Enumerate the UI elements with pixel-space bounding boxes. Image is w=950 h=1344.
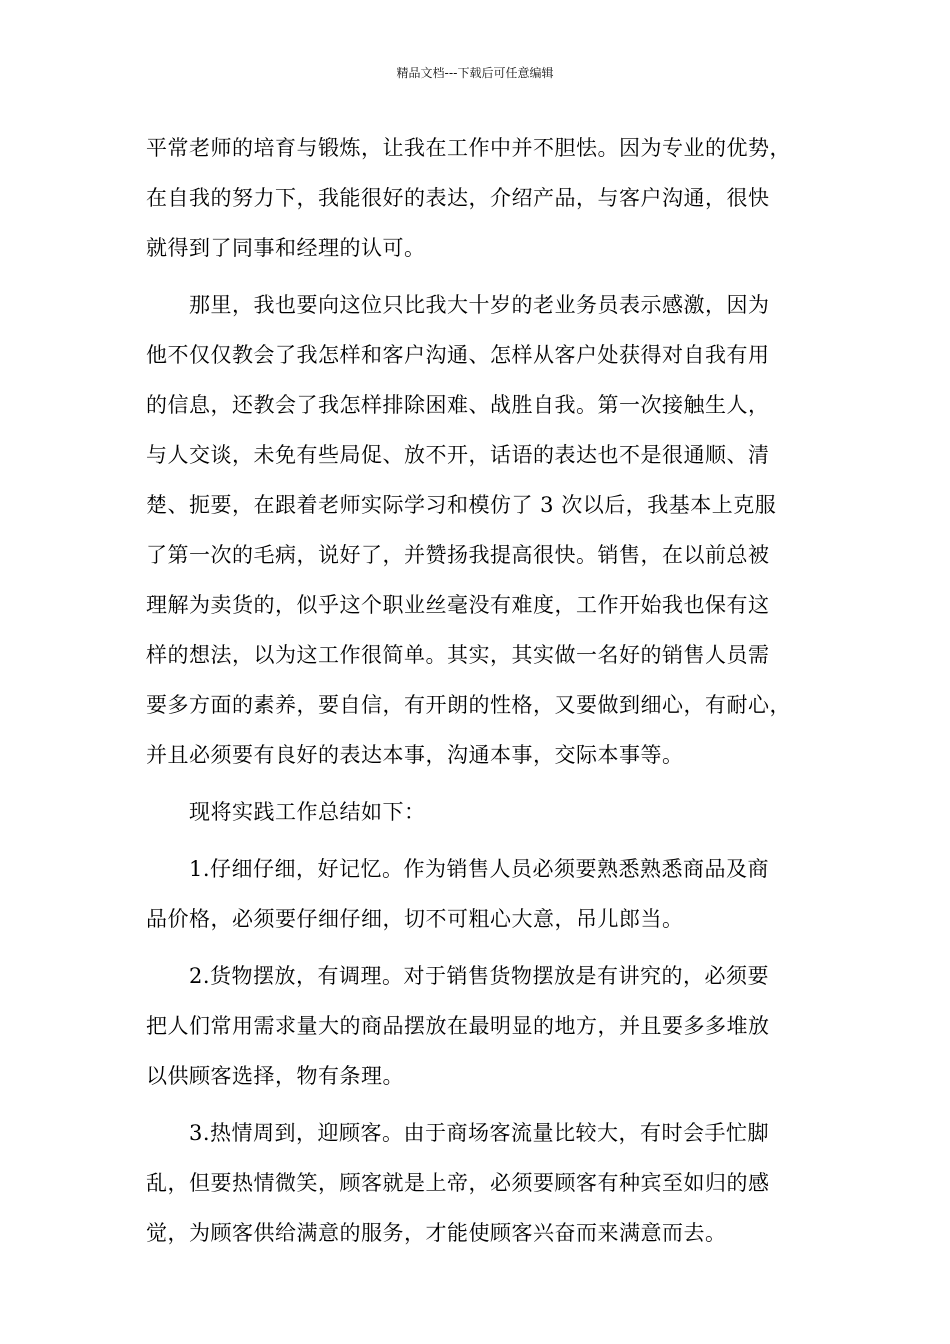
text-line: 样的想法，以为这工作很简单。其实，其实做一名好的销售人员需	[146, 643, 770, 667]
paragraph	[146, 844, 836, 944]
text-line: 以供顾客选择，物有条理。	[146, 1064, 404, 1088]
text-line: 理解为卖货的，似乎这个职业丝毫没有难度，工作开始我也保有这	[146, 593, 770, 617]
text-line: 2.货物摆放，有调理。对于销售货物摆放是有讲究的，必须要	[189, 964, 770, 988]
paragraph	[146, 951, 836, 1101]
text-line: 现将实践工作总结如下：	[189, 800, 426, 824]
text-line: 3.热情周到，迎顾客。由于商场客流量比较大，有时会手忙脚	[189, 1121, 770, 1145]
text-line: 了第一次的毛病，说好了，并赞扬我提高很快。销售，在以前总被	[146, 543, 770, 567]
document-body	[146, 123, 836, 1258]
text-line: 那里，我也要向这位只比我大十岁的老业务员表示感激，因为	[189, 293, 770, 317]
text-line: 就得到了同事和经理的认可。	[146, 236, 426, 260]
text-line: 平常老师的培育与锻炼，让我在工作中并不胆怯。因为专业的优势，	[146, 136, 791, 160]
text-line: 觉，为顾客供给满意的服务，才能使顾客兴奋而来满意而去。	[146, 1221, 727, 1245]
page-header: 精品文档---下载后可任意编辑	[396, 66, 554, 80]
paragraph	[146, 787, 836, 837]
text-line: 品价格，必须要仔细仔细，切不可粗心大意，吊儿郎当。	[146, 907, 684, 931]
text-line: 乱，但要热情微笑，顾客就是上帝，必须要顾客有种宾至如归的感	[146, 1171, 770, 1195]
paragraph	[146, 1108, 836, 1258]
paragraph	[146, 123, 836, 273]
text-line: 的信息，还教会了我怎样排除困难、战胜自我。第一次接触生人，	[146, 393, 770, 417]
text-line: 并且必须要有良好的表达本事，沟通本事，交际本事等。	[146, 743, 684, 767]
text-line: 1.仔细仔细，好记忆。作为销售人员必须要熟悉熟悉商品及商	[189, 857, 770, 881]
text-line: 在自我的努力下，我能很好的表达，介绍产品，与客户沟通，很快	[146, 186, 770, 210]
text-line: 要多方面的素养，要自信，有开朗的性格，又要做到细心，有耐心，	[146, 693, 791, 717]
text-line: 与人交谈，未免有些局促、放不开，话语的表达也不是很通顺、清	[146, 443, 770, 467]
text-line: 把人们常用需求量大的商品摆放在最明显的地方，并且要多多堆放	[146, 1014, 770, 1038]
text-line: 楚、扼要，在跟着老师实际学习和模仿了 3 次以后，我基本上克服	[146, 493, 777, 517]
paragraph	[146, 280, 836, 780]
text-line: 他不仅仅教会了我怎样和客户沟通、怎样从客户处获得对自我有用	[146, 343, 770, 367]
